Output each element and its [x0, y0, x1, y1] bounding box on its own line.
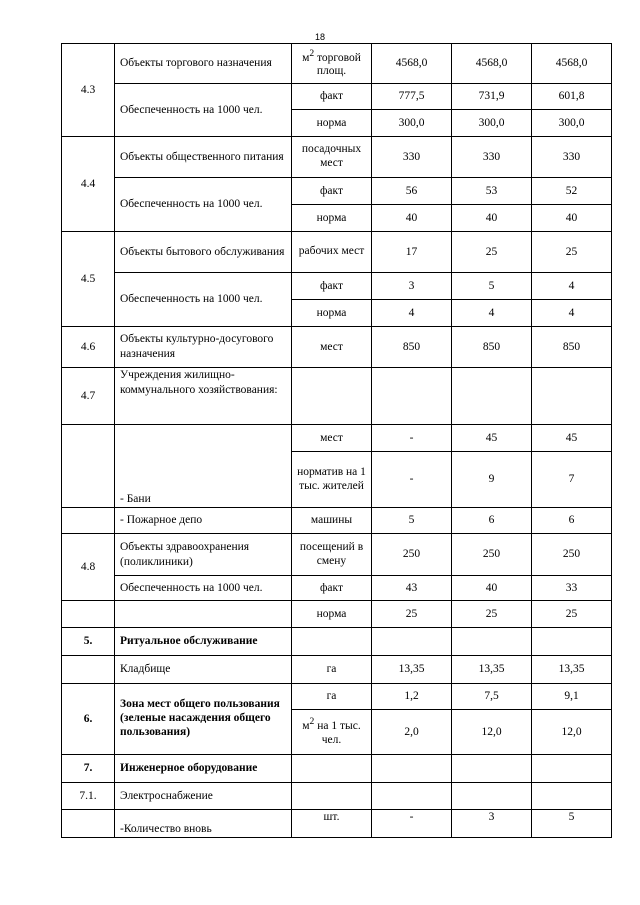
row-number	[62, 601, 115, 628]
indicator-name: Кладбище	[115, 656, 292, 684]
value-cell: 25	[452, 232, 532, 273]
row-number: 5.	[62, 628, 115, 656]
table-row	[62, 508, 612, 534]
value-cell: 601,8	[532, 84, 612, 110]
value-cell: 3	[452, 810, 532, 838]
unit-cell: га	[292, 656, 372, 684]
indicator-name: - Бани	[115, 425, 292, 508]
value-cell: 1,2	[372, 684, 452, 710]
row-number: 7.1.	[62, 783, 115, 810]
value-cell: 4568,0	[452, 44, 532, 84]
unit-cell: норма	[292, 300, 372, 327]
unit-cell: посадочных мест	[292, 137, 372, 178]
value-cell	[372, 628, 452, 656]
value-cell	[452, 783, 532, 810]
indicator-name: Объекты культурно-досугового назначения	[115, 327, 292, 368]
table-row	[62, 137, 612, 178]
unit-cell: факт	[292, 273, 372, 300]
value-cell: 850	[532, 327, 612, 368]
unit-cell: шт.	[292, 810, 372, 838]
value-cell: 25	[532, 232, 612, 273]
value-cell: 6	[452, 508, 532, 534]
table-row	[62, 576, 612, 601]
value-cell: 4	[452, 300, 532, 327]
row-number: 4.3	[62, 44, 115, 137]
value-cell: 5	[532, 810, 612, 838]
value-cell: -	[372, 810, 452, 838]
value-cell: 45	[452, 425, 532, 452]
indicator-name: Объекты бытового обслуживания	[115, 232, 292, 273]
row-number: 6.	[62, 684, 115, 755]
value-cell: 4568,0	[532, 44, 612, 84]
value-cell: 7	[532, 452, 612, 508]
value-cell: 330	[372, 137, 452, 178]
value-cell: 25	[532, 601, 612, 628]
value-cell: 300,0	[372, 110, 452, 137]
unit-cell: норма	[292, 110, 372, 137]
table-row	[62, 368, 612, 425]
unit-cell: мест	[292, 425, 372, 452]
section-title: Ритуальное обслуживание	[115, 628, 292, 656]
value-cell: 4	[532, 273, 612, 300]
value-cell: 330	[532, 137, 612, 178]
value-cell: 9	[452, 452, 532, 508]
row-number: 4.4	[62, 137, 115, 232]
value-cell: 45	[532, 425, 612, 452]
page-number: 18	[314, 32, 325, 42]
value-cell	[372, 755, 452, 783]
value-cell: 13,35	[452, 656, 532, 684]
unit-cell: факт	[292, 178, 372, 205]
value-cell: 33	[532, 576, 612, 601]
value-cell: 2,0	[372, 710, 452, 755]
value-cell: 52	[532, 178, 612, 205]
indicator-name: Обеспеченность на 1000 чел.	[115, 273, 292, 327]
unit-cell	[292, 628, 372, 656]
value-cell: 4	[532, 300, 612, 327]
value-cell: 13,35	[372, 656, 452, 684]
row-number: 7.	[62, 755, 115, 783]
unit-cell: мест	[292, 327, 372, 368]
row-number	[62, 656, 115, 684]
indicator-name: Учреждения жилищно-коммунального хозяйствования:	[115, 368, 292, 425]
unit-cell: га	[292, 684, 372, 710]
indicator-name: Электроснабжение	[115, 783, 292, 810]
unit-cell: $м^2$ на 1 тыс. чел.	[292, 710, 372, 755]
unit-cell	[292, 368, 372, 425]
table-row	[62, 810, 612, 838]
unit-cell: $м^2$ торговой площ.	[292, 44, 372, 84]
value-cell: 13,35	[532, 656, 612, 684]
value-cell	[372, 368, 452, 425]
indicator-name: Обеспеченность на 1000 чел.	[115, 84, 292, 137]
value-cell: 25	[372, 601, 452, 628]
value-cell: -	[372, 425, 452, 452]
indicator-name: - Пожарное депо	[115, 508, 292, 534]
row-number: 4.7	[62, 368, 115, 425]
unit-cell: факт	[292, 576, 372, 601]
value-cell: 300,0	[452, 110, 532, 137]
row-number: 4.6	[62, 327, 115, 368]
unit-cell: факт	[292, 84, 372, 110]
value-cell	[532, 368, 612, 425]
value-cell: 40	[532, 205, 612, 232]
value-cell: 4568,0	[372, 44, 452, 84]
value-cell	[532, 755, 612, 783]
value-cell: 330	[452, 137, 532, 178]
indicator-name	[115, 601, 292, 628]
value-cell: 5	[452, 273, 532, 300]
data-table	[61, 43, 612, 838]
table-row	[62, 601, 612, 628]
value-cell: 40	[372, 205, 452, 232]
unit-cell: посещений в смену	[292, 534, 372, 576]
value-cell: 5	[372, 508, 452, 534]
value-cell	[452, 755, 532, 783]
value-cell: 3	[372, 273, 452, 300]
table-row	[62, 425, 612, 452]
table-row	[62, 44, 612, 84]
indicator-name: Обеспеченность на 1000 чел.	[115, 576, 292, 601]
section-title: Инженерное оборудование	[115, 755, 292, 783]
table-row	[62, 755, 612, 783]
unit-cell: рабочих мест	[292, 232, 372, 273]
indicator-name: Объекты общественного питания	[115, 137, 292, 178]
table-row	[62, 656, 612, 684]
row-number	[62, 508, 115, 534]
value-cell	[372, 783, 452, 810]
value-cell: 43	[372, 576, 452, 601]
indicator-name: -Количество вновь	[115, 810, 292, 838]
table-row	[62, 684, 612, 710]
section-title: Зона мест общего пользования (зеленые насаждения общего пользования)	[115, 684, 292, 755]
table-row	[62, 628, 612, 656]
unit-cell: норматив на 1 тыс. жителей	[292, 452, 372, 508]
value-cell: 850	[452, 327, 532, 368]
indicator-name: Объекты здравоохранения (поликлиники)	[115, 534, 292, 576]
value-cell: 250	[532, 534, 612, 576]
table-row	[62, 327, 612, 368]
indicator-name: Объекты торгового назначения	[115, 44, 292, 84]
value-cell	[532, 628, 612, 656]
value-cell: 6	[532, 508, 612, 534]
value-cell: -	[372, 452, 452, 508]
value-cell: 7,5	[452, 684, 532, 710]
value-cell: 40	[452, 205, 532, 232]
value-cell: 56	[372, 178, 452, 205]
value-cell: 4	[372, 300, 452, 327]
value-cell: 40	[452, 576, 532, 601]
value-cell: 25	[452, 601, 532, 628]
row-number	[62, 425, 115, 508]
row-number: 4.8	[62, 534, 115, 601]
row-number: 4.5	[62, 232, 115, 327]
row-number	[62, 810, 115, 838]
value-cell: 9,1	[532, 684, 612, 710]
unit-cell	[292, 783, 372, 810]
unit-cell: норма	[292, 205, 372, 232]
unit-cell	[292, 755, 372, 783]
value-cell: 53	[452, 178, 532, 205]
value-cell: 12,0	[532, 710, 612, 755]
table-row	[62, 273, 612, 300]
table-row	[62, 232, 612, 273]
table-row	[62, 178, 612, 205]
value-cell: 300,0	[532, 110, 612, 137]
table-row	[62, 84, 612, 110]
value-cell: 17	[372, 232, 452, 273]
value-cell: 731,9	[452, 84, 532, 110]
value-cell: 250	[452, 534, 532, 576]
value-cell: 250	[372, 534, 452, 576]
value-cell: 777,5	[372, 84, 452, 110]
value-cell	[452, 368, 532, 425]
value-cell: 850	[372, 327, 452, 368]
table-row	[62, 783, 612, 810]
unit-cell: машины	[292, 508, 372, 534]
indicator-name: Обеспеченность на 1000 чел.	[115, 178, 292, 232]
value-cell: 12,0	[452, 710, 532, 755]
unit-cell: норма	[292, 601, 372, 628]
table-row	[62, 534, 612, 576]
value-cell	[532, 783, 612, 810]
value-cell	[452, 628, 532, 656]
